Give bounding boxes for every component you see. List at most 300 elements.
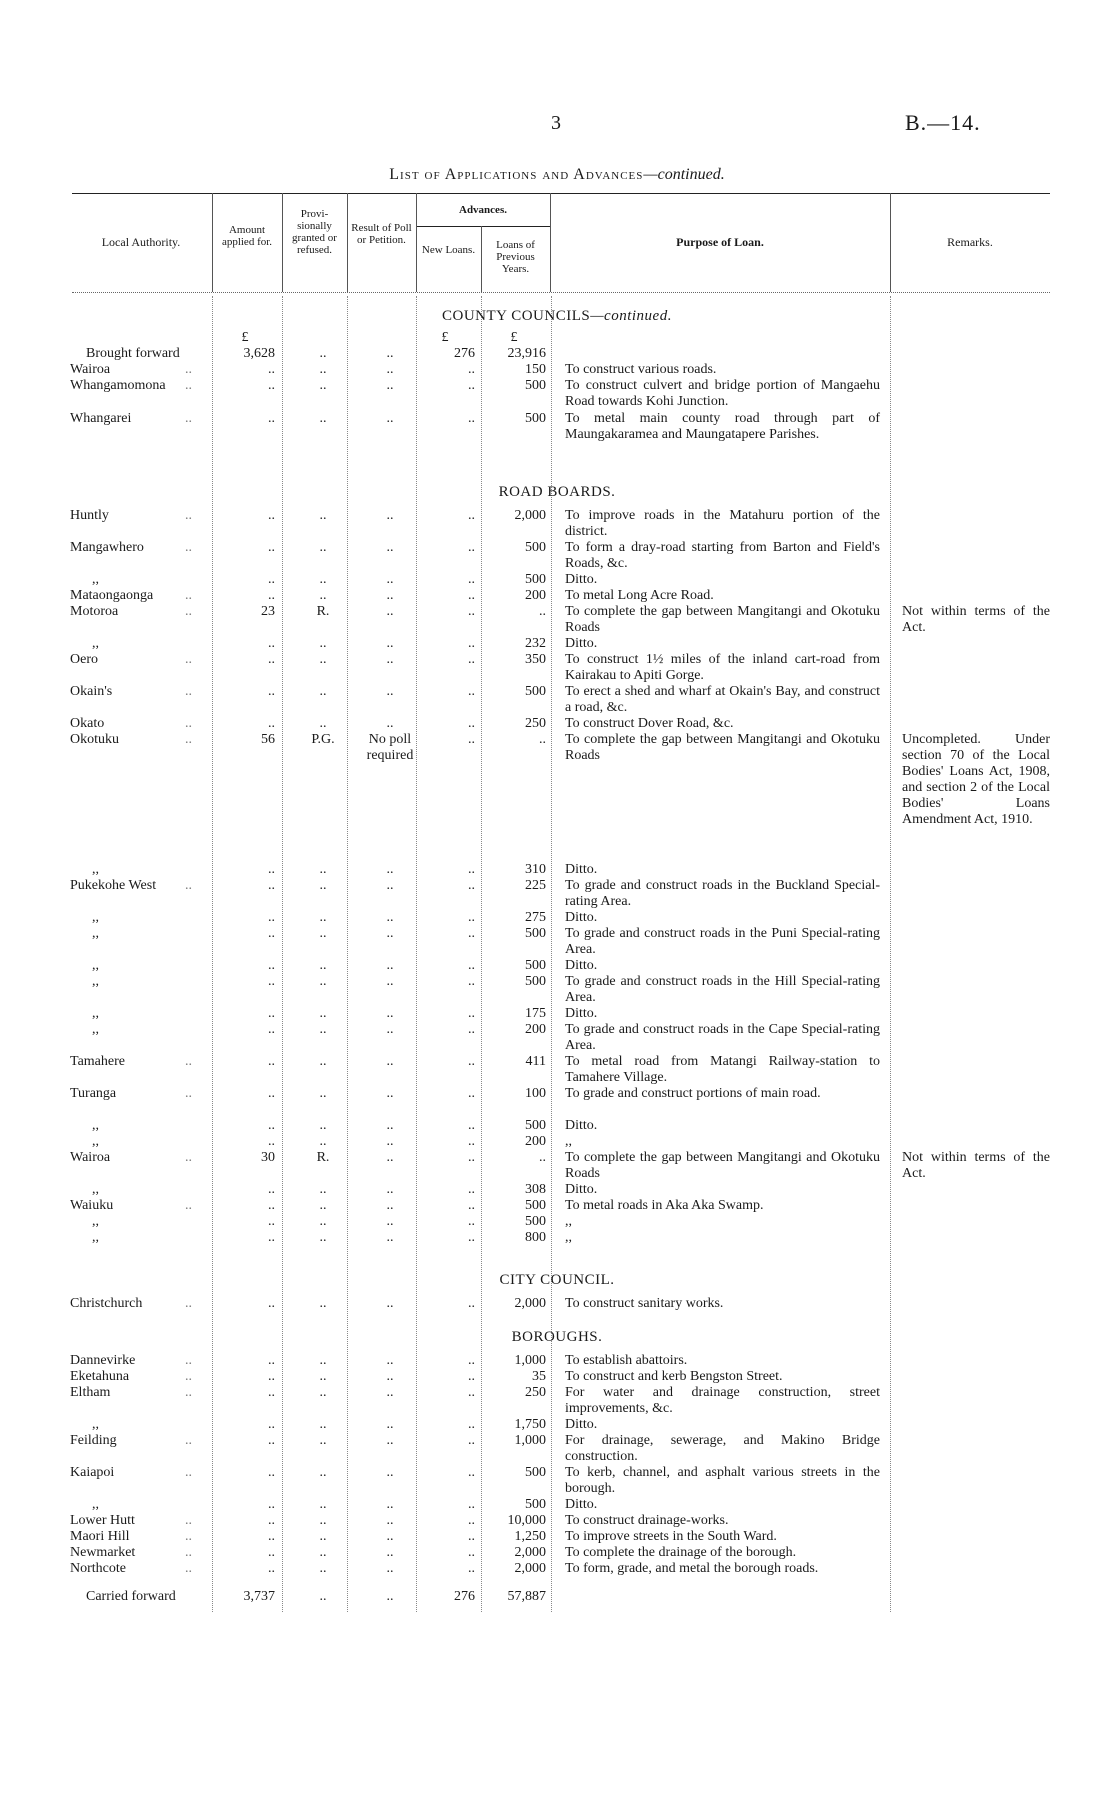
cell-previous-loans: 200 — [525, 1022, 546, 1037]
cell-local-authority: Newmarket — [70, 1545, 136, 1560]
cell-new-loans: .. — [468, 1545, 475, 1560]
cell-new-loans: .. — [468, 958, 475, 973]
currency-prev-loans: £ — [510, 330, 518, 345]
cell-local-authority: Waiuku — [70, 1198, 114, 1213]
cell-local-authority: Okotuku — [70, 732, 119, 747]
cell-remarks: Not within terms of the Act. — [902, 604, 1050, 635]
cell-poll-result: .. — [386, 1198, 394, 1213]
cell-local-authority: Mangawhero — [70, 540, 144, 555]
cell-previous-loans: 308 — [525, 1182, 546, 1197]
cell-previous-loans: 500 — [525, 378, 546, 393]
cell-local-authority: Dannevirke — [70, 1353, 136, 1368]
cell-new-loans: .. — [468, 588, 475, 603]
cell-new-loans: .. — [468, 572, 475, 587]
cell-provisional-status: .. — [319, 1022, 327, 1037]
cell-purpose: To improve roads in the Matahuru portion of the district. — [565, 508, 880, 539]
cell-previous-loans: 2,000 — [514, 1296, 546, 1311]
cell-amount-applied: .. — [268, 1353, 275, 1368]
cell-amount-applied: .. — [268, 1545, 275, 1560]
cell-provisional-status: R. — [316, 1150, 330, 1165]
cell-provisional-status: .. — [319, 1497, 327, 1512]
cell-purpose: To grade and construct roads in the Hill Special-rating Area. — [565, 974, 880, 1005]
leader-dots: .. — [185, 732, 192, 747]
cell-new-loans: .. — [468, 1134, 475, 1149]
cell-local-authority: Maori Hill — [70, 1529, 130, 1544]
cell-local-authority: Wairoa — [70, 362, 111, 377]
cell-poll-result: .. — [386, 1545, 394, 1560]
cell-purpose: To metal road from Matangi Railway-station to Tamahere Village. — [565, 1054, 880, 1085]
cell-previous-loans: .. — [539, 1150, 546, 1165]
cell-provisional-status: .. — [319, 1513, 327, 1528]
cell-amount-applied: .. — [268, 636, 275, 651]
cell-new-loans: .. — [468, 1497, 475, 1512]
cell-new-loans: .. — [468, 1433, 475, 1448]
cell-purpose: To construct culvert and bridge portion of Mangaehu Road towards Kohi Junction. — [565, 378, 880, 409]
cell-provisional-status: .. — [319, 1182, 327, 1197]
cell-poll-result: .. — [386, 1497, 394, 1512]
cell-previous-loans: 500 — [525, 572, 546, 587]
cell-purpose: Ditto. — [565, 572, 598, 587]
cell-previous-loans: 232 — [525, 636, 546, 651]
col-sep-2 — [282, 193, 283, 292]
cell-poll-result: .. — [386, 636, 394, 651]
cell-provisional-status: .. — [319, 1086, 327, 1101]
currency-new-loans: £ — [441, 330, 449, 345]
cell-previous-loans: 350 — [525, 652, 546, 667]
cell-provisional-status: .. — [319, 652, 327, 667]
cell-amount-applied: .. — [268, 1230, 275, 1245]
cell-local-authority: Eketahuna — [70, 1369, 130, 1384]
cell-purpose: For water and drainage construction, street improvements, &c. — [565, 1385, 880, 1416]
title-continued: —continued. — [643, 166, 725, 183]
cell-poll-result: .. — [386, 1022, 394, 1037]
cell-purpose: To grade and construct portions of main road. — [565, 1086, 821, 1101]
section-city-council: CITY COUNCIL. — [499, 1272, 615, 1288]
cell-local-authority: ,, — [92, 1118, 99, 1133]
cell-local-authority: ,, — [92, 862, 99, 877]
cell-new-loans: .. — [468, 716, 475, 731]
cell-local-authority: Whangarei — [70, 411, 132, 426]
cell-local-authority: ,, — [92, 1022, 99, 1037]
cell-local-authority: ,, — [92, 1497, 99, 1512]
col-sep-7 — [890, 193, 891, 292]
cell-poll-result: .. — [386, 1513, 394, 1528]
cell-previous-loans: .. — [539, 732, 546, 747]
section-boroughs: BOROUGHS. — [511, 1329, 603, 1345]
cell-amount-applied: .. — [268, 1296, 275, 1311]
cell-local-authority: ,, — [92, 974, 99, 989]
cell-previous-loans: 250 — [525, 716, 546, 731]
cell-poll-result: .. — [386, 1182, 394, 1197]
cell-new-loans: .. — [468, 910, 475, 925]
cell-amount-applied: .. — [268, 1118, 275, 1133]
cell-amount-applied: .. — [268, 652, 275, 667]
cell-previous-loans: 1,750 — [514, 1417, 546, 1432]
cell-new-loans: .. — [468, 1513, 475, 1528]
cell-poll-result: .. — [386, 1054, 394, 1069]
leader-dots: .. — [185, 540, 192, 555]
cell-provisional-status: .. — [319, 878, 327, 893]
cell-local-authority: ,, — [92, 926, 99, 941]
cell-previous-loans: 500 — [525, 1198, 546, 1213]
cell-amount-applied: .. — [268, 540, 275, 555]
cell-purpose: ,, — [565, 1134, 572, 1149]
cell-amount-applied: .. — [268, 910, 275, 925]
leader-dots: .. — [185, 1296, 192, 1311]
cell-amount-applied: .. — [268, 878, 275, 893]
cell-amount-applied: .. — [268, 1086, 275, 1101]
col-sep-1 — [212, 193, 213, 292]
cell-amount-applied: 23 — [261, 604, 275, 619]
cell-poll-result: .. — [386, 1369, 394, 1384]
cell-provisional-status: .. — [319, 1118, 327, 1133]
cell-previous-loans: 150 — [525, 362, 546, 377]
cell-previous-loans: 1,000 — [514, 1433, 546, 1448]
cell-purpose: To grade and construct roads in the Cape Special-rating Area. — [565, 1022, 880, 1053]
cell-new-loans: .. — [468, 1296, 475, 1311]
cell-local-authority: ,, — [92, 1006, 99, 1021]
cell-amount-applied: .. — [268, 1529, 275, 1544]
cell-local-authority: Eltham — [70, 1385, 111, 1400]
cell-amount-applied: .. — [268, 411, 275, 426]
cell-previous-loans: 500 — [525, 540, 546, 555]
cell-provisional-status: .. — [319, 1353, 327, 1368]
cell-amount-applied: .. — [268, 684, 275, 699]
cell-purpose: To complete the gap between Mangitangi and Okotuku Roads — [565, 732, 880, 763]
cell-local-authority: ,, — [92, 636, 99, 651]
cell-new-loans: .. — [468, 378, 475, 393]
cell-poll-result: .. — [386, 910, 394, 925]
col-sep-4 — [416, 193, 417, 292]
cell-new-loans: .. — [468, 1054, 475, 1069]
cell-previous-loans: 800 — [525, 1230, 546, 1245]
cell-local-authority: Oero — [70, 652, 98, 667]
cell-provisional-status: .. — [319, 1385, 327, 1400]
cell-local-authority: Okain's — [70, 684, 113, 699]
cell-new-loans: .. — [468, 1385, 475, 1400]
cell-amount-applied: .. — [268, 862, 275, 877]
cell-previous-loans: 2,000 — [514, 1545, 546, 1560]
cell-poll-result: .. — [386, 1417, 394, 1432]
cell-provisional-status: .. — [319, 1369, 327, 1384]
cell-poll-result: .. — [386, 684, 394, 699]
page-title — [0, 166, 1114, 184]
cell-local-authority: Turanga — [70, 1086, 117, 1101]
cell-provisional-status: .. — [319, 1589, 327, 1604]
cell-provisional-status: .. — [319, 508, 327, 523]
cell-provisional-status: .. — [319, 1433, 327, 1448]
cell-amount-applied: 3,737 — [243, 1589, 275, 1604]
section-county-councils: COUNTY COUNCILS—continued. — [442, 308, 672, 324]
cell-provisional-status: .. — [319, 572, 327, 587]
cell-new-loans: .. — [468, 1230, 475, 1245]
cell-poll-result: .. — [386, 1230, 394, 1245]
cell-purpose: To kerb, channel, and asphalt various streets in the borough. — [565, 1465, 880, 1496]
cell-purpose: Ditto. — [565, 910, 598, 925]
cell-amount-applied: .. — [268, 1006, 275, 1021]
cell-previous-loans: 500 — [525, 1465, 546, 1480]
cell-provisional-status: .. — [319, 926, 327, 941]
leader-dots: .. — [185, 652, 192, 667]
leader-dots: .. — [185, 684, 192, 699]
cell-provisional-status: .. — [319, 1561, 327, 1576]
cell-poll-result: .. — [386, 362, 394, 377]
cell-purpose: To complete the gap between Mangitangi and Okotuku Roads — [565, 1150, 880, 1181]
cell-poll-result: .. — [386, 1353, 394, 1368]
cell-purpose: For drainage, sewerage, and Makino Bridge construction. — [565, 1433, 880, 1464]
cell-previous-loans: 500 — [525, 958, 546, 973]
leader-dots: .. — [185, 1561, 192, 1576]
cell-local-authority: Huntly — [70, 508, 109, 523]
cell-poll-result: .. — [386, 604, 394, 619]
cell-amount-applied: .. — [268, 974, 275, 989]
header-amount-applied: Amount applied for. — [221, 224, 273, 248]
cell-poll-result: .. — [386, 572, 394, 587]
cell-amount-applied: .. — [268, 1182, 275, 1197]
cell-new-loans: .. — [468, 878, 475, 893]
header-advances: Advances. — [459, 204, 507, 216]
header-top-rule — [72, 193, 1050, 194]
cell-previous-loans: 23,916 — [507, 346, 546, 361]
cell-poll-result: .. — [386, 652, 394, 667]
cell-new-loans: .. — [468, 1214, 475, 1229]
cell-provisional-status: .. — [319, 716, 327, 731]
cell-purpose: To construct sanitary works. — [565, 1296, 724, 1311]
cell-provisional-status: .. — [319, 958, 327, 973]
cell-local-authority: ,, — [92, 958, 99, 973]
cell-remarks: Uncompleted. Under section 70 of the Local Bodies' Loans Act, 1908, and section 2 of the Local Bodies' Loans Amendment Act, 1910. — [902, 732, 1050, 827]
col-sep-6 — [550, 193, 551, 292]
leader-dots: .. — [185, 1433, 192, 1448]
cell-amount-applied: 56 — [261, 732, 275, 747]
cell-new-loans: .. — [468, 1198, 475, 1213]
cell-purpose: To construct drainage-works. — [565, 1513, 729, 1528]
cell-poll-result: .. — [386, 540, 394, 555]
cell-local-authority: ,, — [92, 572, 99, 587]
cell-poll-result: .. — [386, 878, 394, 893]
cell-poll-result: .. — [386, 1086, 394, 1101]
cell-local-authority: Motoroa — [70, 604, 119, 619]
cell-new-loans: .. — [468, 1086, 475, 1101]
cell-new-loans: .. — [468, 926, 475, 941]
cell-provisional-status: .. — [319, 1529, 327, 1544]
cell-new-loans: .. — [468, 1353, 475, 1368]
cell-amount-applied: .. — [268, 588, 275, 603]
cell-previous-loans: 2,000 — [514, 1561, 546, 1576]
cell-local-authority: Okato — [70, 716, 105, 731]
cell-purpose: Ditto. — [565, 1182, 598, 1197]
cell-amount-applied: .. — [268, 1497, 275, 1512]
leader-dots: .. — [185, 1529, 192, 1544]
cell-amount-applied: .. — [268, 1385, 275, 1400]
cell-purpose: Ditto. — [565, 1417, 598, 1432]
cell-provisional-status: .. — [319, 362, 327, 377]
cell-amount-applied: .. — [268, 1022, 275, 1037]
cell-poll-result: .. — [386, 958, 394, 973]
cell-poll-result: .. — [386, 1529, 394, 1544]
cell-local-authority: Christchurch — [70, 1296, 143, 1311]
cell-new-loans: .. — [468, 604, 475, 619]
cell-new-loans: .. — [468, 862, 475, 877]
leader-dots: .. — [185, 1054, 192, 1069]
cell-provisional-status: .. — [319, 910, 327, 925]
cell-provisional-status: .. — [319, 684, 327, 699]
cell-local-authority: ,, — [92, 1230, 99, 1245]
cell-provisional-status: .. — [319, 1230, 327, 1245]
col-sep-3 — [347, 193, 348, 292]
cell-purpose: To improve streets in the South Ward. — [565, 1529, 777, 1544]
cell-poll-result: .. — [386, 1214, 394, 1229]
cell-previous-loans: 500 — [525, 1118, 546, 1133]
cell-provisional-status: P.G. — [311, 732, 335, 747]
cell-new-loans: .. — [468, 684, 475, 699]
cell-purpose: To construct and kerb Bengston Street. — [565, 1369, 783, 1384]
cell-new-loans: .. — [468, 1369, 475, 1384]
cell-purpose: Ditto. — [565, 862, 598, 877]
cell-provisional-status: .. — [319, 1417, 327, 1432]
cell-amount-applied: .. — [268, 1561, 275, 1576]
leader-dots: .. — [185, 1086, 192, 1101]
cell-poll-result: .. — [386, 1118, 394, 1133]
cell-new-loans: .. — [468, 411, 475, 426]
cell-purpose: To erect a shed and wharf at Okain's Bay, and construct a road, &c. — [565, 684, 880, 715]
cell-purpose: Ditto. — [565, 1006, 598, 1021]
cell-previous-loans: 10,000 — [507, 1513, 546, 1528]
cell-poll-result: .. — [386, 716, 394, 731]
cell-provisional-status: .. — [319, 1134, 327, 1149]
cell-previous-loans: 200 — [525, 1134, 546, 1149]
cell-purpose: Ditto. — [565, 1497, 598, 1512]
cell-poll-result: .. — [386, 378, 394, 393]
cell-purpose: To metal roads in Aka Aka Swamp. — [565, 1198, 764, 1213]
cell-previous-loans: .. — [539, 604, 546, 619]
cell-purpose: Ditto. — [565, 958, 598, 973]
cell-amount-applied: .. — [268, 958, 275, 973]
leader-dots: .. — [185, 1465, 192, 1480]
header-previous-loans: Loans of Previous Years. — [496, 239, 535, 275]
cell-previous-loans: 57,887 — [507, 1589, 546, 1604]
cell-new-loans: .. — [468, 974, 475, 989]
cell-local-authority: ,, — [92, 1182, 99, 1197]
cell-poll-result: .. — [386, 1134, 394, 1149]
cell-purpose: To construct 1½ miles of the inland cart-road from Kairakau to Apiti Gorge. — [565, 652, 880, 683]
cell-local-authority: Mataongaonga — [70, 588, 154, 603]
cell-new-loans: .. — [468, 1417, 475, 1432]
cell-amount-applied: .. — [268, 1054, 275, 1069]
cell-provisional-status: .. — [319, 540, 327, 555]
leader-dots: .. — [185, 1353, 192, 1368]
cell-new-loans: .. — [468, 652, 475, 667]
cell-purpose: ,, — [565, 1214, 572, 1229]
cell-purpose: To construct various roads. — [565, 362, 717, 377]
leader-dots: .. — [185, 1545, 192, 1560]
cell-new-loans: .. — [468, 636, 475, 651]
cell-local-authority: Brought forward — [86, 346, 180, 361]
cell-previous-loans: 500 — [525, 684, 546, 699]
leader-dots: .. — [185, 1369, 192, 1384]
title-main: List of Applications and Advances — [389, 166, 644, 183]
cell-amount-applied: 3,628 — [243, 346, 275, 361]
cell-previous-loans: 275 — [525, 910, 546, 925]
cell-new-loans: 276 — [454, 1589, 475, 1604]
cell-amount-applied: .. — [268, 378, 275, 393]
cell-poll-result: .. — [386, 1385, 394, 1400]
cell-purpose: To form a dray-road starting from Barton and Field's Roads, &c. — [565, 540, 880, 571]
cell-local-authority: Wairoa — [70, 1150, 111, 1165]
cell-local-authority: ,, — [92, 1134, 99, 1149]
cell-previous-loans: 100 — [525, 1086, 546, 1101]
cell-purpose: To complete the gap between Mangitangi and Okotuku Roads — [565, 604, 880, 635]
cell-poll-result: .. — [386, 1296, 394, 1311]
cell-local-authority: Whangamomona — [70, 378, 166, 393]
cell-new-loans: .. — [468, 1022, 475, 1037]
cell-poll-result: .. — [386, 862, 394, 877]
cell-previous-loans: 310 — [525, 862, 546, 877]
cell-provisional-status: .. — [319, 862, 327, 877]
cell-new-loans: 276 — [454, 346, 475, 361]
cell-amount-applied: .. — [268, 1198, 275, 1213]
cell-poll-result: No poll required — [366, 732, 414, 763]
cell-provisional-status: .. — [319, 378, 327, 393]
cell-local-authority: Carried forward — [86, 1589, 176, 1604]
cell-poll-result: .. — [386, 1006, 394, 1021]
cell-amount-applied: .. — [268, 1465, 275, 1480]
cell-poll-result: .. — [386, 974, 394, 989]
cell-provisional-status: R. — [316, 604, 330, 619]
leader-dots: .. — [185, 1513, 192, 1528]
page-number: 3 — [551, 112, 561, 134]
cell-poll-result: .. — [386, 1561, 394, 1576]
leader-dots: .. — [185, 378, 192, 393]
leader-dots: .. — [185, 1150, 192, 1165]
cell-poll-result: .. — [386, 588, 394, 603]
cell-new-loans: .. — [468, 1182, 475, 1197]
cell-provisional-status: .. — [319, 588, 327, 603]
cell-purpose: Ditto. — [565, 1118, 598, 1133]
leader-dots: .. — [185, 1198, 192, 1213]
cell-local-authority: Lower Hutt — [70, 1513, 135, 1528]
header-bottom-rule — [72, 292, 1050, 293]
cell-local-authority: ,, — [92, 1417, 99, 1432]
cell-new-loans: .. — [468, 508, 475, 523]
cell-amount-applied: .. — [268, 572, 275, 587]
leader-dots: .. — [185, 411, 192, 426]
cell-amount-applied: .. — [268, 1134, 275, 1149]
cell-amount-applied: .. — [268, 1417, 275, 1432]
cell-purpose: To metal Long Acre Road. — [565, 588, 714, 603]
cell-purpose: Ditto. — [565, 636, 598, 651]
cell-new-loans: .. — [468, 1006, 475, 1021]
cell-poll-result: .. — [386, 1465, 394, 1480]
cell-provisional-status: .. — [319, 1545, 327, 1560]
cell-previous-loans: 200 — [525, 588, 546, 603]
cell-previous-loans: 500 — [525, 926, 546, 941]
cell-previous-loans: 1,250 — [514, 1529, 546, 1544]
cell-poll-result: .. — [386, 411, 394, 426]
cell-previous-loans: 500 — [525, 1214, 546, 1229]
cell-purpose: To establish abattoirs. — [565, 1353, 688, 1368]
cell-previous-loans: 2,000 — [514, 508, 546, 523]
cell-provisional-status: .. — [319, 411, 327, 426]
cell-purpose: To grade and construct roads in the Puni Special-rating Area. — [565, 926, 880, 957]
cell-poll-result: .. — [386, 1433, 394, 1448]
cell-local-authority: Kaiapoi — [70, 1465, 115, 1480]
cell-previous-loans: 500 — [525, 1497, 546, 1512]
cell-provisional-status: .. — [319, 346, 327, 361]
cell-provisional-status: .. — [319, 1006, 327, 1021]
cell-provisional-status: .. — [319, 1296, 327, 1311]
cell-new-loans: .. — [468, 1529, 475, 1544]
